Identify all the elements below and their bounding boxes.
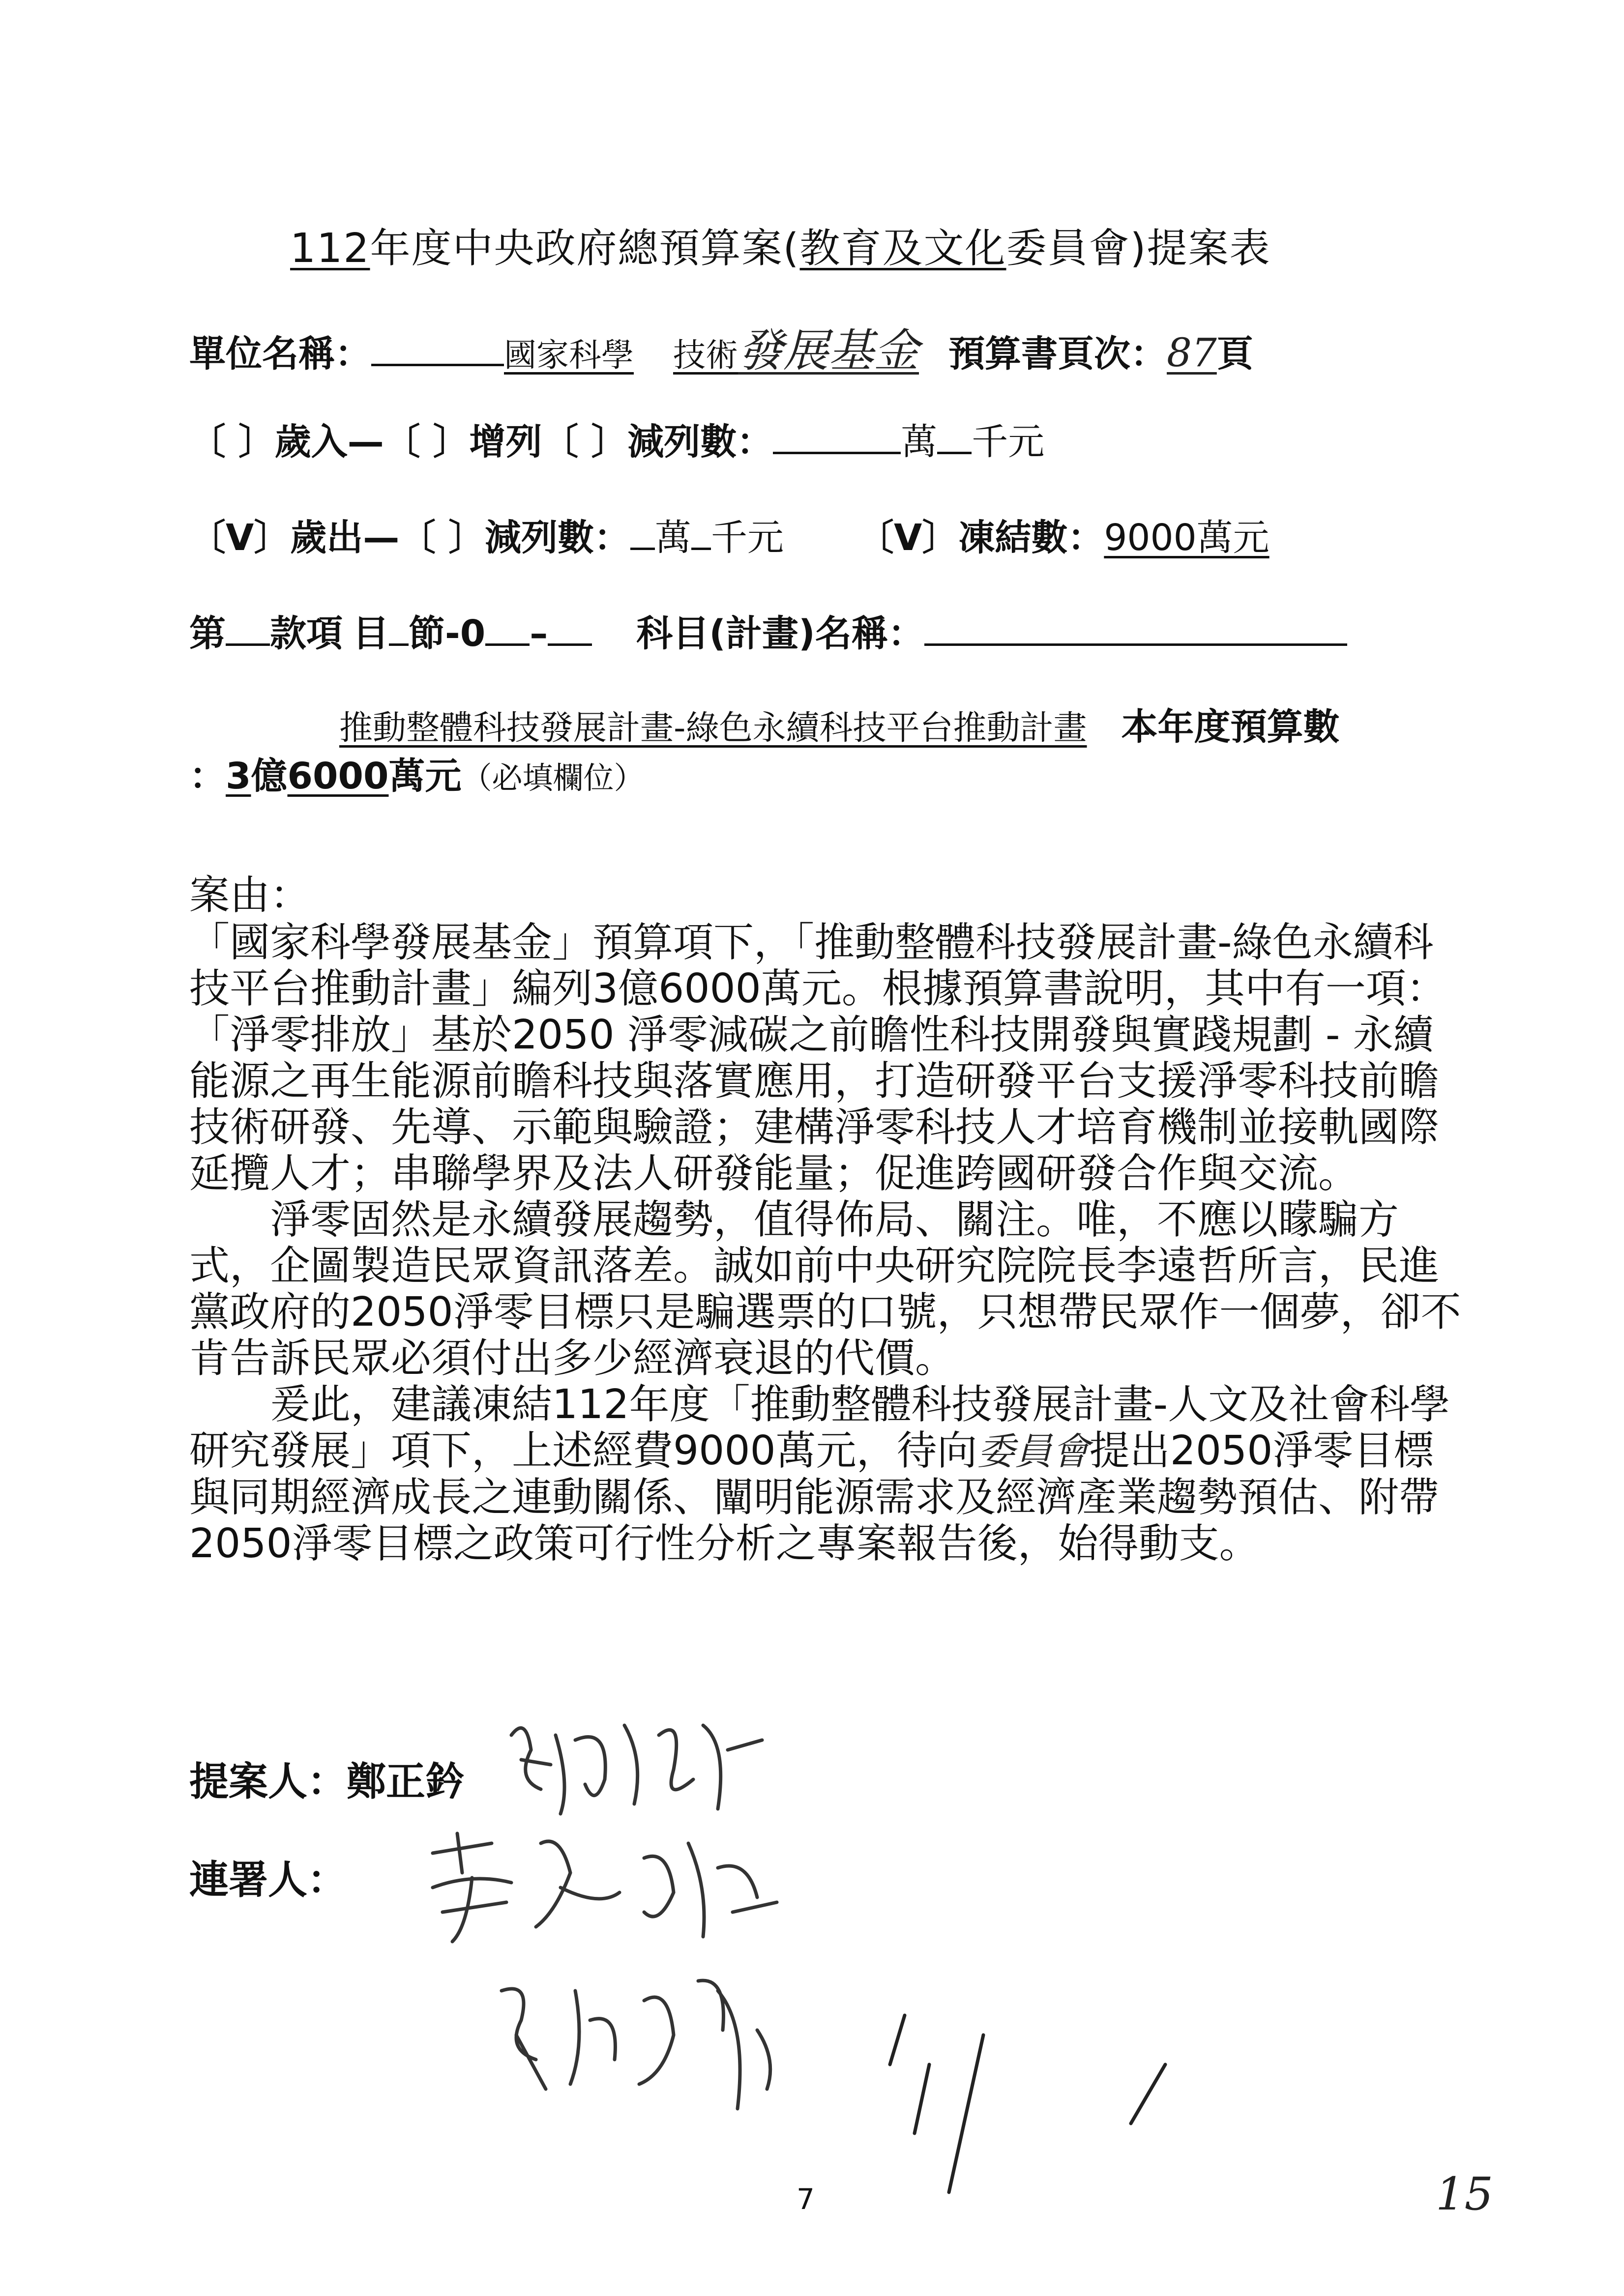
paragraph-1: 「國家科學發展基金」預算項下，「推動整體科技發展計畫-綠色永續科技平台推動計畫」編列3億6000萬元。根據預算書說明，其中有一項：「淨零排放」基於2050 淨零減碳之前瞻性科技開發與實踐規劃 - 永續能源之再生能源前瞻科技與落實應用，打造研發平台支援淨零科技前瞻技術研發、先導、示範與驗證；建構淨零科技人才培育機制並接軌國際延攬人才；串聯學界及法人研發能量；促進跨國研發合作與交流。 — [189, 919, 1447, 1197]
cosigner-row — [189, 1848, 347, 1905]
subject-blank — [924, 639, 1347, 646]
unit-name-handwritten: 發展基金 — [738, 324, 919, 377]
revenue-wan-blank — [773, 447, 901, 454]
expend-row — [189, 509, 1270, 561]
item-row: 第 款項 目 節-0 – 科目(計畫)名稱： — [189, 605, 1347, 657]
page-label: 預算書頁次： — [948, 333, 1167, 375]
budget-wan-unit: 萬元 — [388, 755, 462, 797]
item-di: 第 — [189, 612, 226, 655]
unit-blank — [371, 359, 504, 366]
title-committee: 教育及文化 — [799, 225, 1006, 272]
budget-label: 本年度預算數 — [1121, 706, 1340, 748]
paragraph-2: 淨零固然是永續發展趨勢，值得佈局、關注。唯，不應以矇騙方式，企圖製造民眾資訊落差。誠如前中央研究院院長李遠哲所言，民進黨政府的2050淨零目標只是騙選票的口號，只想帶民眾作一個夢，卻不肯告訴民眾必須付出多少經濟衰退的代價。 — [189, 1196, 1461, 1382]
page-suffix: 頁 — [1216, 333, 1253, 375]
unit-name-2: 技術 — [673, 336, 738, 374]
page-number: 7 — [797, 2182, 815, 2216]
title-year: 112 — [290, 225, 370, 272]
expend-label: 〔V〕歲出—〔 〕減列數： — [189, 517, 631, 559]
form-title — [290, 216, 1271, 274]
plan-row — [339, 698, 1340, 750]
revenue-label: 〔 〕歲入—〔 〕增列〔 〕減列數： — [189, 421, 773, 463]
paragraph-3-handwritten: 委員會 — [977, 1429, 1090, 1473]
budget-wan: 6000 — [287, 755, 389, 797]
item-kuan: 款 — [270, 612, 306, 655]
case-heading: 案由： — [189, 872, 311, 919]
revenue-qian: 千元 — [972, 421, 1045, 463]
tally-marks — [875, 2005, 1180, 2212]
proposer-row — [189, 1750, 465, 1806]
budget-row — [189, 747, 644, 799]
item-jie: 節-0 — [409, 612, 486, 655]
budget-yi-unit: 億 — [251, 755, 288, 797]
proposer-name: 鄭正鈐 — [347, 1759, 465, 1804]
case-body — [189, 872, 1463, 1567]
cosigner-signature-1 — [413, 1814, 797, 1951]
item-mu: 目 — [353, 612, 389, 655]
paragraph-3 — [189, 1382, 1463, 1567]
expend-qian: 千元 — [711, 517, 784, 559]
subject-label: 科目(計畫)名稱： — [636, 612, 924, 655]
item-xiang: 項 — [306, 612, 343, 655]
unit-label: 單位名稱： — [189, 333, 371, 375]
budget-yi: 3 — [226, 755, 251, 797]
unit-name-1: 國家科學 — [504, 336, 634, 374]
expend-wan: 萬 — [655, 517, 692, 559]
unit-row — [189, 315, 1253, 379]
cosigner-signature-2 — [492, 1961, 865, 2128]
paragraph-3b: 提出2050淨零目標與同期經濟成長之連動關係、闡明能源需求及經濟產業趨勢預估、附帶2050淨零目標之政策可行性分析之專案報告後，始得動支。 — [189, 1427, 1440, 1567]
revenue-qian-blank — [937, 447, 972, 454]
budget-prefix: ： — [189, 755, 226, 797]
page-value: 87 — [1167, 330, 1217, 376]
revenue-wan: 萬 — [901, 421, 938, 463]
title-end: 委員會)提案表 — [1006, 225, 1271, 272]
revenue-row — [189, 413, 1044, 465]
freeze-label: 〔V〕凍結數： — [857, 517, 1104, 559]
plan-name: 推動整體科技發展計畫-綠色永續科技平台推動計畫 — [339, 709, 1087, 748]
proposer-label: 提案人： — [189, 1759, 347, 1804]
cosigner-label: 連署人： — [189, 1857, 347, 1903]
required-note: （必填欄位） — [461, 760, 645, 796]
paragraph-3a: 爰此，建議凍結112年度「推動整體科技發展計畫-人文及社會科學研究發展」項下，上述經費9000萬元，待向 — [189, 1381, 1450, 1474]
title-mid: 年度中央政府總預算案( — [370, 225, 800, 272]
freeze-value: 9000萬元 — [1104, 517, 1270, 559]
handwritten-number: 15 — [1436, 2168, 1494, 2220]
